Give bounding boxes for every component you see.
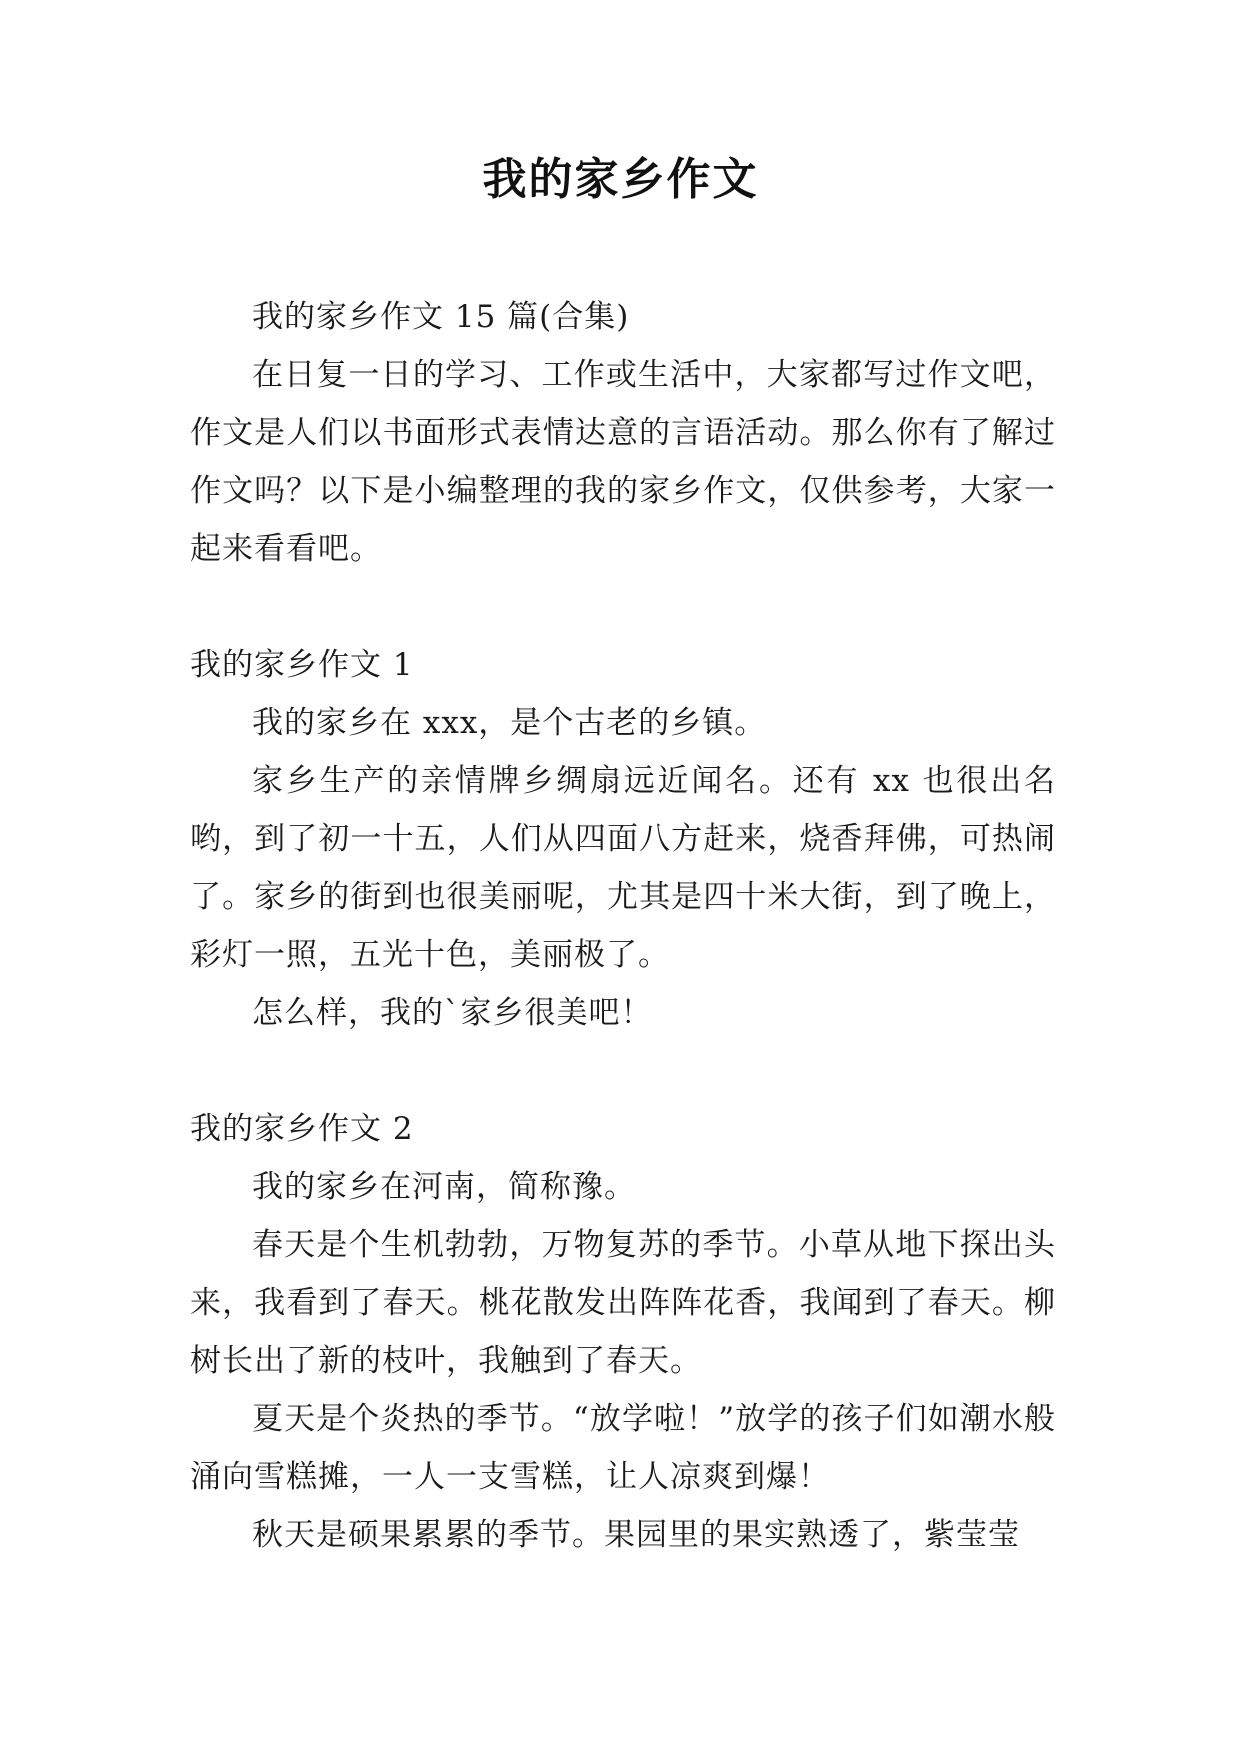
essay-2-paragraph-1: 我的家乡在河南，简称豫。 — [252, 1169, 636, 1205]
document-title: 我的家乡作文 — [482, 154, 759, 205]
essay-2-paragraph-3: 夏天是个炎热的季节。“放学啦！”放学的孩子们如潮水般涌向雪糕摊，一人一支雪糕，让人凉爽到爆！ — [190, 1401, 1056, 1495]
document-body — [190, 288, 1056, 1564]
section-spacer — [190, 578, 1056, 636]
essay-2-paragraph-4: 秋天是硕果累累的季节。果园里的果实熟透了，紫莹莹 — [252, 1517, 1020, 1553]
essay-1-paragraph-3: 怎么样，我的`家乡很美吧！ — [252, 995, 653, 1031]
intro-subtitle: 我的家乡作文 15 篇(合集) — [252, 299, 630, 335]
intro-paragraph: 在日复一日的学习、工作或生活中，大家都写过作文吧，作文是人们以书面形式表情达意的言语活动。那么你有了解过作文吗？以下是小编整理的我的家乡作文，仅供参考，大家一起来看看吧。 — [190, 357, 1056, 567]
essay-2-heading: 我的家乡作文 2 — [190, 1111, 414, 1147]
section-spacer — [190, 1042, 1056, 1100]
essay-1-paragraph-1: 我的家乡在 xxx，是个古老的乡镇。 — [252, 705, 767, 741]
essay-1-paragraph-2: 家乡生产的亲情牌乡绸扇远近闻名。还有 xx 也很出名哟，到了初一十五，人们从四面八方赶来，烧香拜佛，可热闹了。家乡的街到也很美丽呢，尤其是四十米大街，到了晚上，彩灯一照，五光十色，美丽极了。 — [190, 763, 1056, 973]
essay-2-paragraph-2: 春天是个生机勃勃，万物复苏的季节。小草从地下探出头来，我看到了春天。桃花散发出阵阵花香，我闻到了春天。柳树长出了新的枝叶，我触到了春天。 — [190, 1227, 1056, 1379]
essay-1-heading: 我的家乡作文 1 — [190, 647, 414, 683]
